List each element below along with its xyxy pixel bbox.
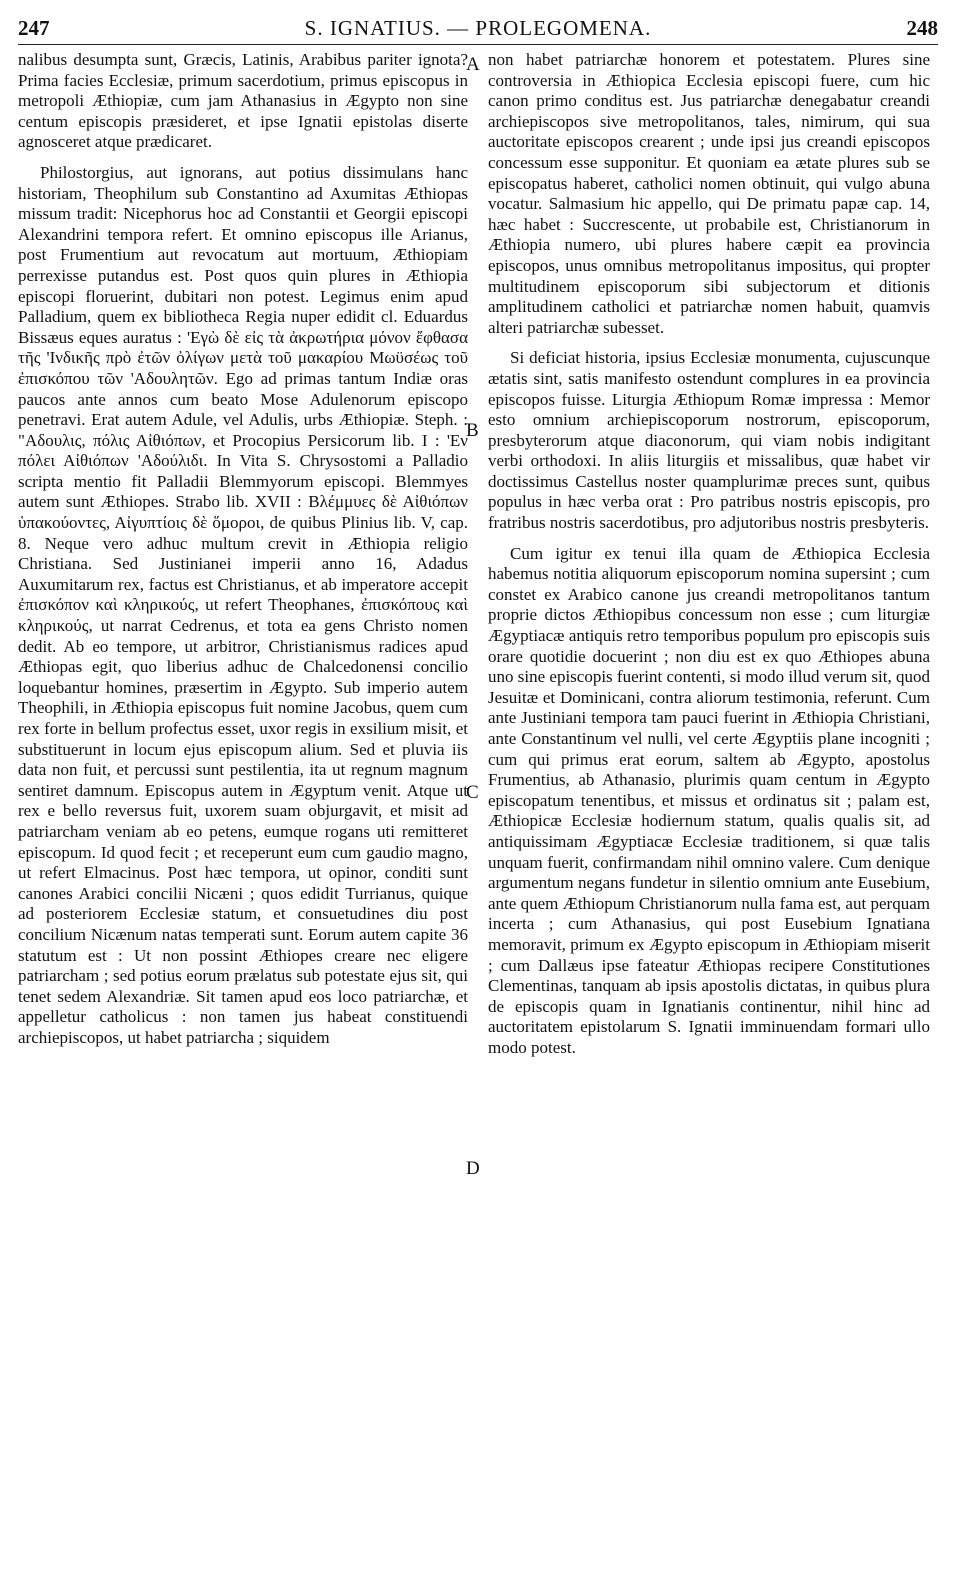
right-paragraph-3: Cum igitur ex tenui illa quam de Æthiopica Ecclesia habemus notitia aliquorum episcoporum nomina supersint ; cum constet ex Arabico canone jus creandi metropolitanos tantum proprie dictos Æthiopibus concessum non esse ; cum liturgiæ Ægyptiacæ antiquis retro temporibus populum pro episcopis suis orare quotidie docuerint ; non diu est ex quo Æthiopes abuna uno sine episcopis fuerint contenti, si modo illud verum sit, quod Jesuitæ et Dominicani, contra aliorum testimonia, referunt. Cum ante Justiniani tempora tam pauci fuerint in Æthiopia Christiani, ante Constantinum vel nulli, vel certe Ægyptiis plane incogniti ; cum qui primus erat eorum, saltem ab Ægypto, apostolus Frumentius, ab Athanasio, plurimis quam centum in Ægypto episcopatum tenentibus, et missus et ordinatus sit ; palam est, Æthiopicæ Ecclesiæ hodiernum statum, qualis qualis sit, ad antiquissimam Ægyptiacæ Ecclesiæ traditionem, si quæ talis unquam fuerit, confirmandam nihil omnino valere. Cum denique argumentum negans fundetur in silentio omnium ante Eusebium, ante quem Æthiopum Christianorum nulla fama est, aut perquam incerta ; cum Athanasius, qui post Eusebium Ignatiana memoravit, primum ex Ægypto episcopum in Æthiopiam miserit ; cum Dallæus ipse fateatur Æthiopas recipere Constitutiones Clementinas, tanquam ab ipsis apostolis dictatas, in quibus plura de episcopis quam in Ignatianis continentur, nihil hinc ad auctoritatem epistolarum S. Ignatii imminuendam formari ullo modo potest.	[488, 543, 930, 1057]
page-number-right: 248	[906, 16, 938, 40]
margin-letter-c: C	[466, 782, 479, 803]
running-title: S. IGNATIUS. — PROLEGOMENA.	[304, 16, 652, 40]
right-column	[488, 50, 930, 1069]
margin-letter-a: A	[466, 54, 480, 75]
margin-letter-b: B	[466, 420, 479, 441]
left-column	[18, 50, 468, 1059]
margin-letter-d: D	[466, 1158, 480, 1179]
left-paragraph-2: Philostorgius, aut ignorans, aut potius dissimulans hanc historiam, Theophilum sub Constantino ad Axumitas Æthiopas missum tradit: Nicephorus hoc ad Constantii et Georgii episcopi Alexandrini tempora refert. Et omnino episcopus ille Arianus, post Frumentium aut revocatum aut mortuum, Æthiopiam perrexisse putandus est. Post quos quin plures in Æthiopia episcopi floruerint, dubitari non potest. Legimus enim apud Palladium, quem ex bibliotheca Regia nuper edidit cl. Eduardus Bissæus eques auratus : 'Εγὼ δὲ εἰς τὰ ἀκρωτήρια μόνον ἔφθασα τῆς 'Ινδικῆς πρὸ ἐτῶν ὀλίγων μετὰ τοῦ μακαρίου Μωϋσέως τοῦ ἐπισκόπου τῶν 'Αδουλητῶν. Ego ad primas tantum Indiæ oras paucos ante annos cum beato Mose Adulenorum episcopo penetravi. Erat autem Adule, vel Adulis, urbs Æthiopiæ. Steph. : "Αδουλις, πόλις Αἰθιόπων, et Procopius Persicorum lib. I : 'Εν πόλει Αἰθιόπων 'Αδούλιδι. In Vita S. Chrysostomi a Palladio scripta mentio fit Palladii Blemmyorum episcopi. Blemmyes autem sunt Æthiopes. Strabo lib. XVII : Βλέμμυες δὲ Αἰθιόπων ὑπακούοντες, Αἰγυπτίοις δὲ ὅμοροι, de quibus Plinius lib. V, cap. 8. Neque vero adhuc multum crevit in Æthiopia religio Christiana. Sed Justinianei imperii anno 16, Adadus Auxumitarum rex, factus est Christianus, et ab imperatore accepit ἐπισκόπον καὶ κληρικούς, ut refert Theophanes, ἐπισκόπους καὶ κληρικούς, ut narrat Cedrenus, et tota ea gens Christo nomen dedit. Ab eo tempore, ut arbitror, Christianismus radices apud Æthiopas egit, quo liberius adhuc de Chalcedonensi concilio loquebantur homines, præsertim in Ægypto. Sub imperio autem Theophili, in Æthiopia episcopus fuit nomine Jacobus, quem cum rex forte in bellum profectus esset, uxor regis in exsilium misit, et substituerunt in locum ejus episcopum alium. Sed et pluvia iis data non fuit, et percussi sunt pestilentia, ita ut regnum magnum sentiret damnum. Episcopus autem in Ægyptum venit. Atque ut rex e bello reversus fuit, uxorem suam objurgavit, et misit ad patriarcham veniam ab eo petens, eumque rogans uti remitteret episcopum. Id quod fecit ; et receperunt eum cum gaudio magno, ut refert Elmacinus. Post hæc tempora, ut opinor, conditi sunt canones Arabici concilii Nicæni ; quos edidit Turrianus, quique ad posteriorem Ecclesiæ statum, et consuetudines diu post concilium Nicænum natas temperati sunt. Eorum autem capite 36 statutum est : Ut non possint Æthiopes creare nec eligere patriarcham ; sed potius eorum prælatus sub potestate ejus sit, qui tenet sedem Alexandriæ. Sit tamen apud eos loco patriarchæ, et appelletur catholicus : non tamen jus habeat constituendi archiepiscopos, ut habet patriarcha ; siquidem	[18, 162, 468, 1047]
page-number-left: 247	[18, 16, 50, 40]
page-header	[18, 10, 938, 45]
right-paragraph-2: Si deficiat historia, ipsius Ecclesiæ monumenta, cujuscunque ætatis sint, satis manifesto ostendunt complures in ea provincia episcopos fuisse. Liturgia Æthiopum Romæ impressa : Memor esto omnium archiepiscoporum nostrorum, episcoporum, presbyterorum atque diaconorum, qui viam nobis indigitant verbi orthodoxi. In aliis liturgiis et missalibus, quæ habet vir doctissimus Castellus noster quamplurimæ preces sunt, quibus populus in hæc verba orat : Pro patribus nostris episcopis, pro fratribus nostris sacerdotibus, pro adjutoribus nostris presbyteris.	[488, 348, 930, 533]
left-paragraph-1: nalibus desumpta sunt, Græcis, Latinis, Arabibus pariter ignota? Prima facies Ecclesiæ, primum sacerdotium, primus episcopus in metropoli Æthiopiæ, cum jam Athanasius in Ægypto non sine centum episcopis præsideret, et ipse Ignatii epistolas diserte agnosceret atque prædicaret.	[18, 50, 468, 152]
right-paragraph-1: non habet patriarchæ honorem et potestatem. Plures sine controversia in Æthiopica Ecclesia episcopi fuere, cum hic canon primo conditus est. Jus patriarchæ denegabatur creandi archiepiscopos sive metropolitanos, tales, nimirum, qui sua auctoritate episcopos crearent ; unde ipsi jus creandi episcopos concessum esse supponitur. Et quoniam ea ætate plures sub se episcopatus haberet, catholici nomen obtinuit, qui vulgo abuna vocatur. Salmasium hic appello, qui De primatu papæ cap. 14, hæc habet : Succrescente, ut probabile est, Christianorum in Æthiopia numero, ubi plures habere cæpit ea provincia episcopos, unus omnibus metropolitanus impositus, qui propter multitudinem episcoporum sibi subjectorum et ditionis amplitudinem catholici et patriarchæ nomen habuit, quamvis alteri patriarchæ subesset.	[488, 50, 930, 337]
